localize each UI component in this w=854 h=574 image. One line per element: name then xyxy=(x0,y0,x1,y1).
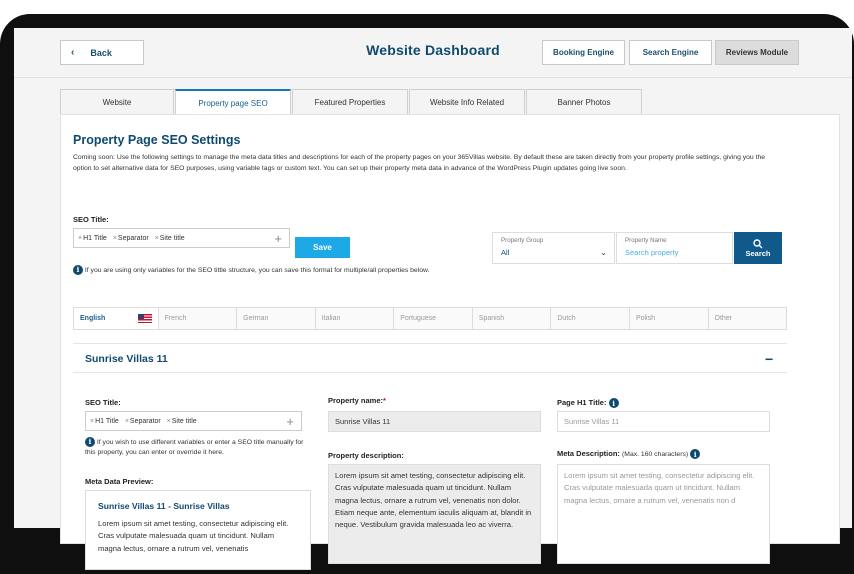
tab-banner-photos[interactable]: Banner Photos xyxy=(526,89,642,114)
tag-chip[interactable]: ×Separator xyxy=(112,234,149,242)
property-seo-title-input[interactable] xyxy=(85,411,302,431)
divider xyxy=(73,372,787,373)
intro-text: Coming soon: Use the following settings to manage the meta data titles and descriptions for each of the property pages on your 365Villas website. By default these are taken directly from your property profile settings, giving you the option to set alternative data for SEO purposes, using variable tags or custom text. You can set up their property meta data in advance of the WordPress Plugin updates going live soon. xyxy=(73,154,766,172)
preview-title: Sunrise Villas 11 - Sunrise Villas xyxy=(98,501,230,511)
lang-tab-french[interactable]: French xyxy=(159,308,238,329)
override-hint-text: If you wish to use different variables or enter a SEO title manually for this property, you can enter or override it here. xyxy=(85,438,304,457)
meta-preview-label: Meta Data Preview: xyxy=(85,477,154,486)
divider xyxy=(73,343,787,344)
tag-chip[interactable]: ×Site title xyxy=(154,234,185,242)
tag-chip[interactable]: ×Separator xyxy=(124,417,161,425)
override-hint xyxy=(85,437,305,459)
property-group-select[interactable] xyxy=(492,232,615,264)
tag-chip[interactable]: ×H1 Title xyxy=(78,234,107,242)
lang-tab-italian[interactable]: Italian xyxy=(316,308,395,329)
back-label: Back xyxy=(90,47,112,58)
back-button[interactable] xyxy=(60,40,144,65)
seo-title-label: SEO Title: xyxy=(73,215,109,224)
reviews-module-button[interactable]: Reviews Module xyxy=(715,40,799,65)
top-header xyxy=(14,28,852,78)
lang-tab-german[interactable]: German xyxy=(237,308,316,329)
lang-tab-english[interactable]: English xyxy=(74,308,159,329)
section-title: Property Page SEO Settings xyxy=(73,133,241,147)
property-title: Sunrise Villas 11 xyxy=(85,353,168,365)
info-icon: i xyxy=(690,449,700,459)
tab-bar xyxy=(60,89,643,115)
property-name-input[interactable]: Sunrise Villas 11 xyxy=(328,411,541,432)
collapse-icon[interactable]: − xyxy=(765,351,774,367)
seo-hint-text: If you are using only variables for the SEO tittle structure, you can save this format for multiple/all properties below. xyxy=(84,266,430,274)
property-name-field-label: Property name:* xyxy=(328,396,386,405)
page-h1-title-input[interactable]: Sunrise Villas 11 xyxy=(557,411,770,432)
seo-title-input[interactable] xyxy=(73,228,290,248)
info-icon: i xyxy=(85,437,95,447)
save-button[interactable]: Save xyxy=(295,237,350,258)
preview-description: Lorem ipsum sit amet testing, consectetur adipiscing elit. Cras vulputate malesuada quam ut tincidunt. Nullam magna lectus, ornare a rutrum vel, venenatis xyxy=(98,519,289,553)
tab-website[interactable]: Website xyxy=(60,89,174,114)
tab-website-info-related[interactable]: Website Info Related xyxy=(409,89,525,114)
search-icon xyxy=(753,239,763,249)
page-h1-title-label: Page H1 Title: i xyxy=(557,398,619,408)
tag-chip[interactable]: ×H1 Title xyxy=(90,417,119,425)
plus-icon[interactable]: + xyxy=(286,414,294,429)
required-marker: * xyxy=(383,396,386,405)
page-title: Website Dashboard xyxy=(366,42,500,58)
search-button[interactable] xyxy=(734,232,782,264)
tag-chip[interactable]: ×Site title xyxy=(166,417,197,425)
plus-icon[interactable]: + xyxy=(274,231,282,246)
info-icon: i xyxy=(609,398,619,408)
app-screen xyxy=(14,28,852,553)
property-group-value: All xyxy=(501,248,510,257)
seo-panel xyxy=(60,114,840,553)
meta-preview-box xyxy=(85,490,311,570)
meta-description-textarea[interactable]: Lorem ipsum sit amet testing, consectetur adipiscing elit. Cras vulputate malesuada quam ut tincidunt. Nullam magna lectus, ornare a rutrum vel, venenatis non d xyxy=(557,464,770,564)
meta-description-label: Meta Description: (Max. 160 characters) i xyxy=(557,449,700,459)
property-name-search[interactable] xyxy=(616,232,733,264)
seo-hint xyxy=(73,265,463,276)
chevron-down-icon: ⌄ xyxy=(600,248,607,257)
info-icon: i xyxy=(73,265,83,275)
us-flag-icon xyxy=(138,314,152,323)
lang-tab-dutch[interactable]: Dutch xyxy=(551,308,630,329)
property-group-label: Property Group xyxy=(501,237,544,244)
lang-tab-other[interactable]: Other xyxy=(709,308,787,329)
search-engine-button[interactable]: Search Engine xyxy=(629,40,712,65)
property-description-textarea[interactable]: Lorem ipsum sit amet testing, consectetur adipiscing elit. Cras vulputate malesuada quam ut tincidunt. Nullam magna lectus, ornare a rutrum vel, venenatis non dolor. Etiam neque ante, elementum iaculis aliquam at, blandit in neque. Vestibulum gravida malesuada leo ac viverra. xyxy=(328,464,541,564)
chevron-left-icon: ‹ xyxy=(71,47,75,58)
search-label: Search xyxy=(745,248,771,258)
property-name-label: Property Name xyxy=(625,237,667,244)
tab-featured-properties[interactable]: Featured Properties xyxy=(292,89,408,114)
lang-tab-portuguese[interactable]: Portuguese xyxy=(394,308,473,329)
booking-engine-button[interactable]: Booking Engine xyxy=(542,40,625,65)
property-name-placeholder: Search property xyxy=(625,248,679,257)
tab-property-page-seo[interactable]: Property page SEO xyxy=(175,89,291,115)
lang-tab-spanish[interactable]: Spanish xyxy=(473,308,552,329)
property-description-label: Property description: xyxy=(328,451,404,460)
lang-tab-polish[interactable]: Polish xyxy=(630,308,709,329)
language-tabs xyxy=(73,307,787,330)
property-seo-title-label: SEO Title: xyxy=(85,398,121,407)
